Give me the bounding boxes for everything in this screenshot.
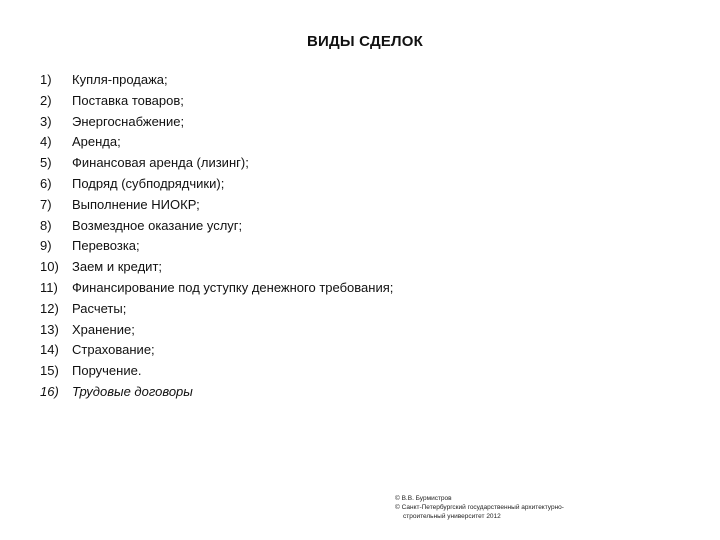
list-item-text: Поручение.: [72, 363, 142, 379]
list-item: [40, 70, 393, 91]
list-item-number: 5): [40, 155, 52, 171]
copyright-university-cont: строительный университет 2012: [403, 513, 501, 520]
list-item-text: Перевозка;: [72, 238, 140, 254]
list-item: [40, 216, 393, 237]
list-item-text: Трудовые договоры: [72, 383, 193, 399]
list-item-text: Хранение;: [72, 321, 135, 337]
list-item-number: 13): [40, 321, 59, 337]
list-item: [40, 257, 393, 278]
list-item-number: 8): [40, 217, 52, 233]
list-item: [40, 320, 393, 341]
list-item: [40, 132, 393, 153]
list-item: [40, 91, 393, 112]
list-item-text: Выполнение НИОКР;: [72, 196, 200, 212]
deal-type-list: [40, 70, 393, 403]
list-item-text: Страхование;: [72, 342, 155, 358]
list-item-number: 9): [40, 238, 52, 254]
list-item: [40, 112, 393, 133]
list-item-number: 11): [40, 279, 58, 295]
list-item: [40, 195, 393, 216]
list-item-text: Поставка товаров;: [72, 92, 184, 108]
copyright-author: © В.В. Бурмистров: [395, 495, 452, 502]
list-item: [40, 174, 393, 195]
list-item-number: 10): [40, 259, 59, 275]
list-item-text: Финансовая аренда (лизинг);: [72, 155, 249, 171]
list-item: [40, 382, 393, 403]
copyright-notice: [395, 494, 564, 521]
list-item: [40, 278, 393, 299]
list-item-text: Купля-продажа;: [72, 72, 168, 87]
list-item-number: 12): [40, 300, 59, 316]
list-item-number: 3): [40, 113, 52, 129]
list-item-text: Финансирование под уступку денежного требования;: [72, 279, 394, 295]
list-item-number: 14): [40, 342, 59, 358]
list-item: [40, 361, 393, 382]
list-item: [40, 236, 393, 257]
list-item-number: 1): [40, 72, 52, 87]
list-item: [40, 153, 393, 174]
list-item-number: 15): [40, 363, 59, 379]
list-item-text: Подряд (субподрядчики);: [72, 175, 225, 191]
list-item-number: 4): [40, 134, 52, 150]
list-item-text: Расчеты;: [72, 300, 127, 316]
list-item-number: 7): [40, 196, 52, 212]
list-item-number: 16): [40, 383, 59, 399]
list-item-number: 6): [40, 175, 52, 191]
list-item-text: Энергоснабжение;: [72, 113, 185, 129]
list-item: [40, 340, 393, 361]
slide-title: ВИДЫ СДЕЛОК: [306, 33, 424, 50]
list-item-number: 2): [40, 92, 52, 108]
list-item-text: Аренда;: [72, 134, 121, 150]
copyright-university: © Санкт-Петербургский государственный архитектурно-: [395, 504, 564, 511]
list-item-text: Возмездное оказание услуг;: [72, 217, 243, 233]
list-item-text: Заем и кредит;: [72, 259, 163, 275]
list-item: [40, 299, 393, 320]
